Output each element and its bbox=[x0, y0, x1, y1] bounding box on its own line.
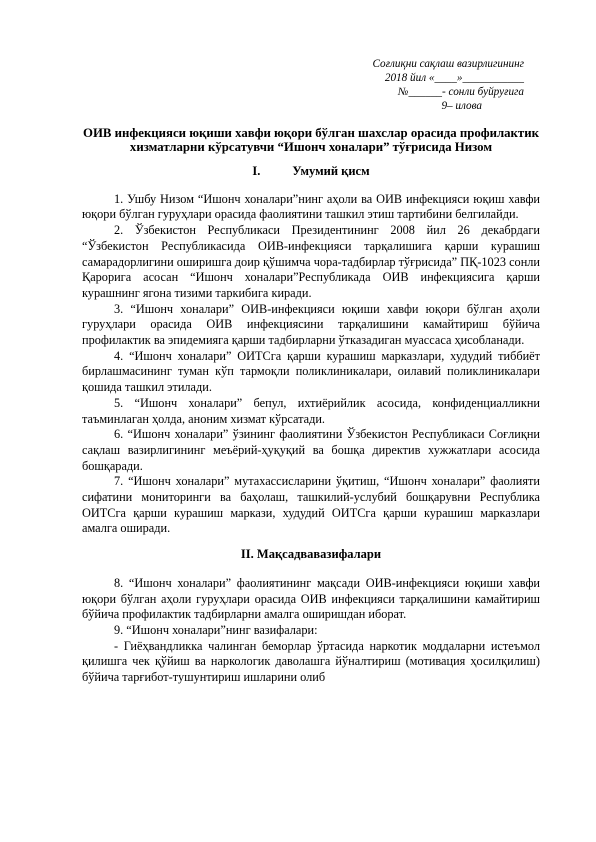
section-1-title: Умумий қисм bbox=[292, 164, 370, 178]
section-1-number: I. bbox=[252, 164, 261, 178]
appendix-note bbox=[82, 57, 524, 113]
paragraph-3: 3. “Ишонч хоналари” ОИВ-инфекцияси юқиши хавфи юқори бўлган аҳоли гуруҳлари орасида ОИВ инфекциясини тарқалишини камайтириш бўйича профилактик ва эпидемияга қарши тадбирларни ўтказадиган муассаса ҳисобланади. bbox=[82, 301, 540, 348]
paragraph-7: 7. “Ишонч хоналари” мутахассисларини ўқитиш, “Ишонч хоналари” фаолияти сифатини мониторинги ва баҳолаш, ташкилий-услубий бошқарувни Республика ОИТСга қарши курашиш маркази, худудий ОИТСга қарши курашиш марказлари амалга оширади. bbox=[82, 474, 540, 536]
document-title: ОИВ инфекцияси юқиши хавфи юқори бўлган шахслар орасида профилактик хизматларни кўрсатувчи “Ишонч хоналари” тўғрисида Низом bbox=[83, 126, 539, 154]
paragraph-8: 8. “Ишонч хоналари” фаолиятининг мақсади ОИВ-инфекцияси юқиши хавфи юқори бўлган аҳоли гуруҳлари орасида ОИВ инфекцияси тарқалишини камайтириш бўйича профилактик тадбирларни амалга оширишдан иборат. bbox=[82, 575, 540, 622]
appendix-line-order: №______- сонли буйруғига bbox=[397, 86, 524, 98]
section-2-heading: II. Мақсадвавазифалари bbox=[240, 547, 382, 562]
paragraph-9-item-1: - Гиёҳвандликка чалинган беморлар ўртасида наркотик моддаларни истеъмол қилишга чек қўйиш ва наркологик даволашга йўналтириш (мотивация ҳосилқилиш) бўйича тарғибот-тушунтириш ишларини олиб bbox=[82, 638, 540, 685]
appendix-line-number: 9– илова bbox=[441, 100, 482, 112]
section-1-heading bbox=[82, 164, 540, 180]
paragraph-6: 6. “Ишонч хоналари” ўзининг фаолиятини Ўзбекистон Республикаси Соғлиқни сақлаш вазирлигининг меъёрий-ҳуқуқий ва бошқа директив хужжатлари асосида бошқаради. bbox=[82, 427, 540, 473]
paragraph-5: 5. “Ишонч хоналари” бепул, ихтиёрийлик асосида, конфиденциалликни таъминлаган ҳолда, аноним хизмат кўрсатади. bbox=[82, 395, 540, 426]
paragraph-2: 2. Ўзбекистон Республикаси Президентининг 2008 йил 26 декабрдаги “Ўзбекистон Республикасида ОИВ-инфекцияси тарқалишига қарши курашиш самарадорлигини оширишга доир қўшимча чора-тадбирлар тўғрисида” ПҚ-1023 сонли Қарорига асосан “Ишонч хоналари”Республикада ОИВ инфекциясига қарши курашнинг ягона тизими таркибига киради. bbox=[82, 223, 540, 300]
appendix-line-date: 2018 йил «____»___________ bbox=[384, 72, 524, 84]
paragraph-9: 9. “Ишонч хоналари”нинг вазифалари: bbox=[114, 622, 318, 637]
paragraph-1: 1. Ушбу Низом “Ишонч хоналари”нинг аҳоли ва ОИВ инфекцияси юқиш хавфи юқори бўлган гуруҳлари орасида фаолиятини ташкил этиш тартибини белгилайди. bbox=[82, 191, 540, 222]
paragraph-4: 4. “Ишонч хоналари” ОИТСга қарши курашиш марказлари, худудий тиббиёт бирлашмасининг туман кўп тармоқли поликлиникалари, оилавий поликлиникалари қошида ташкил этилади. bbox=[82, 348, 540, 395]
appendix-line-ministry: Соғлиқни сақлаш вазирлигининг bbox=[372, 58, 524, 70]
